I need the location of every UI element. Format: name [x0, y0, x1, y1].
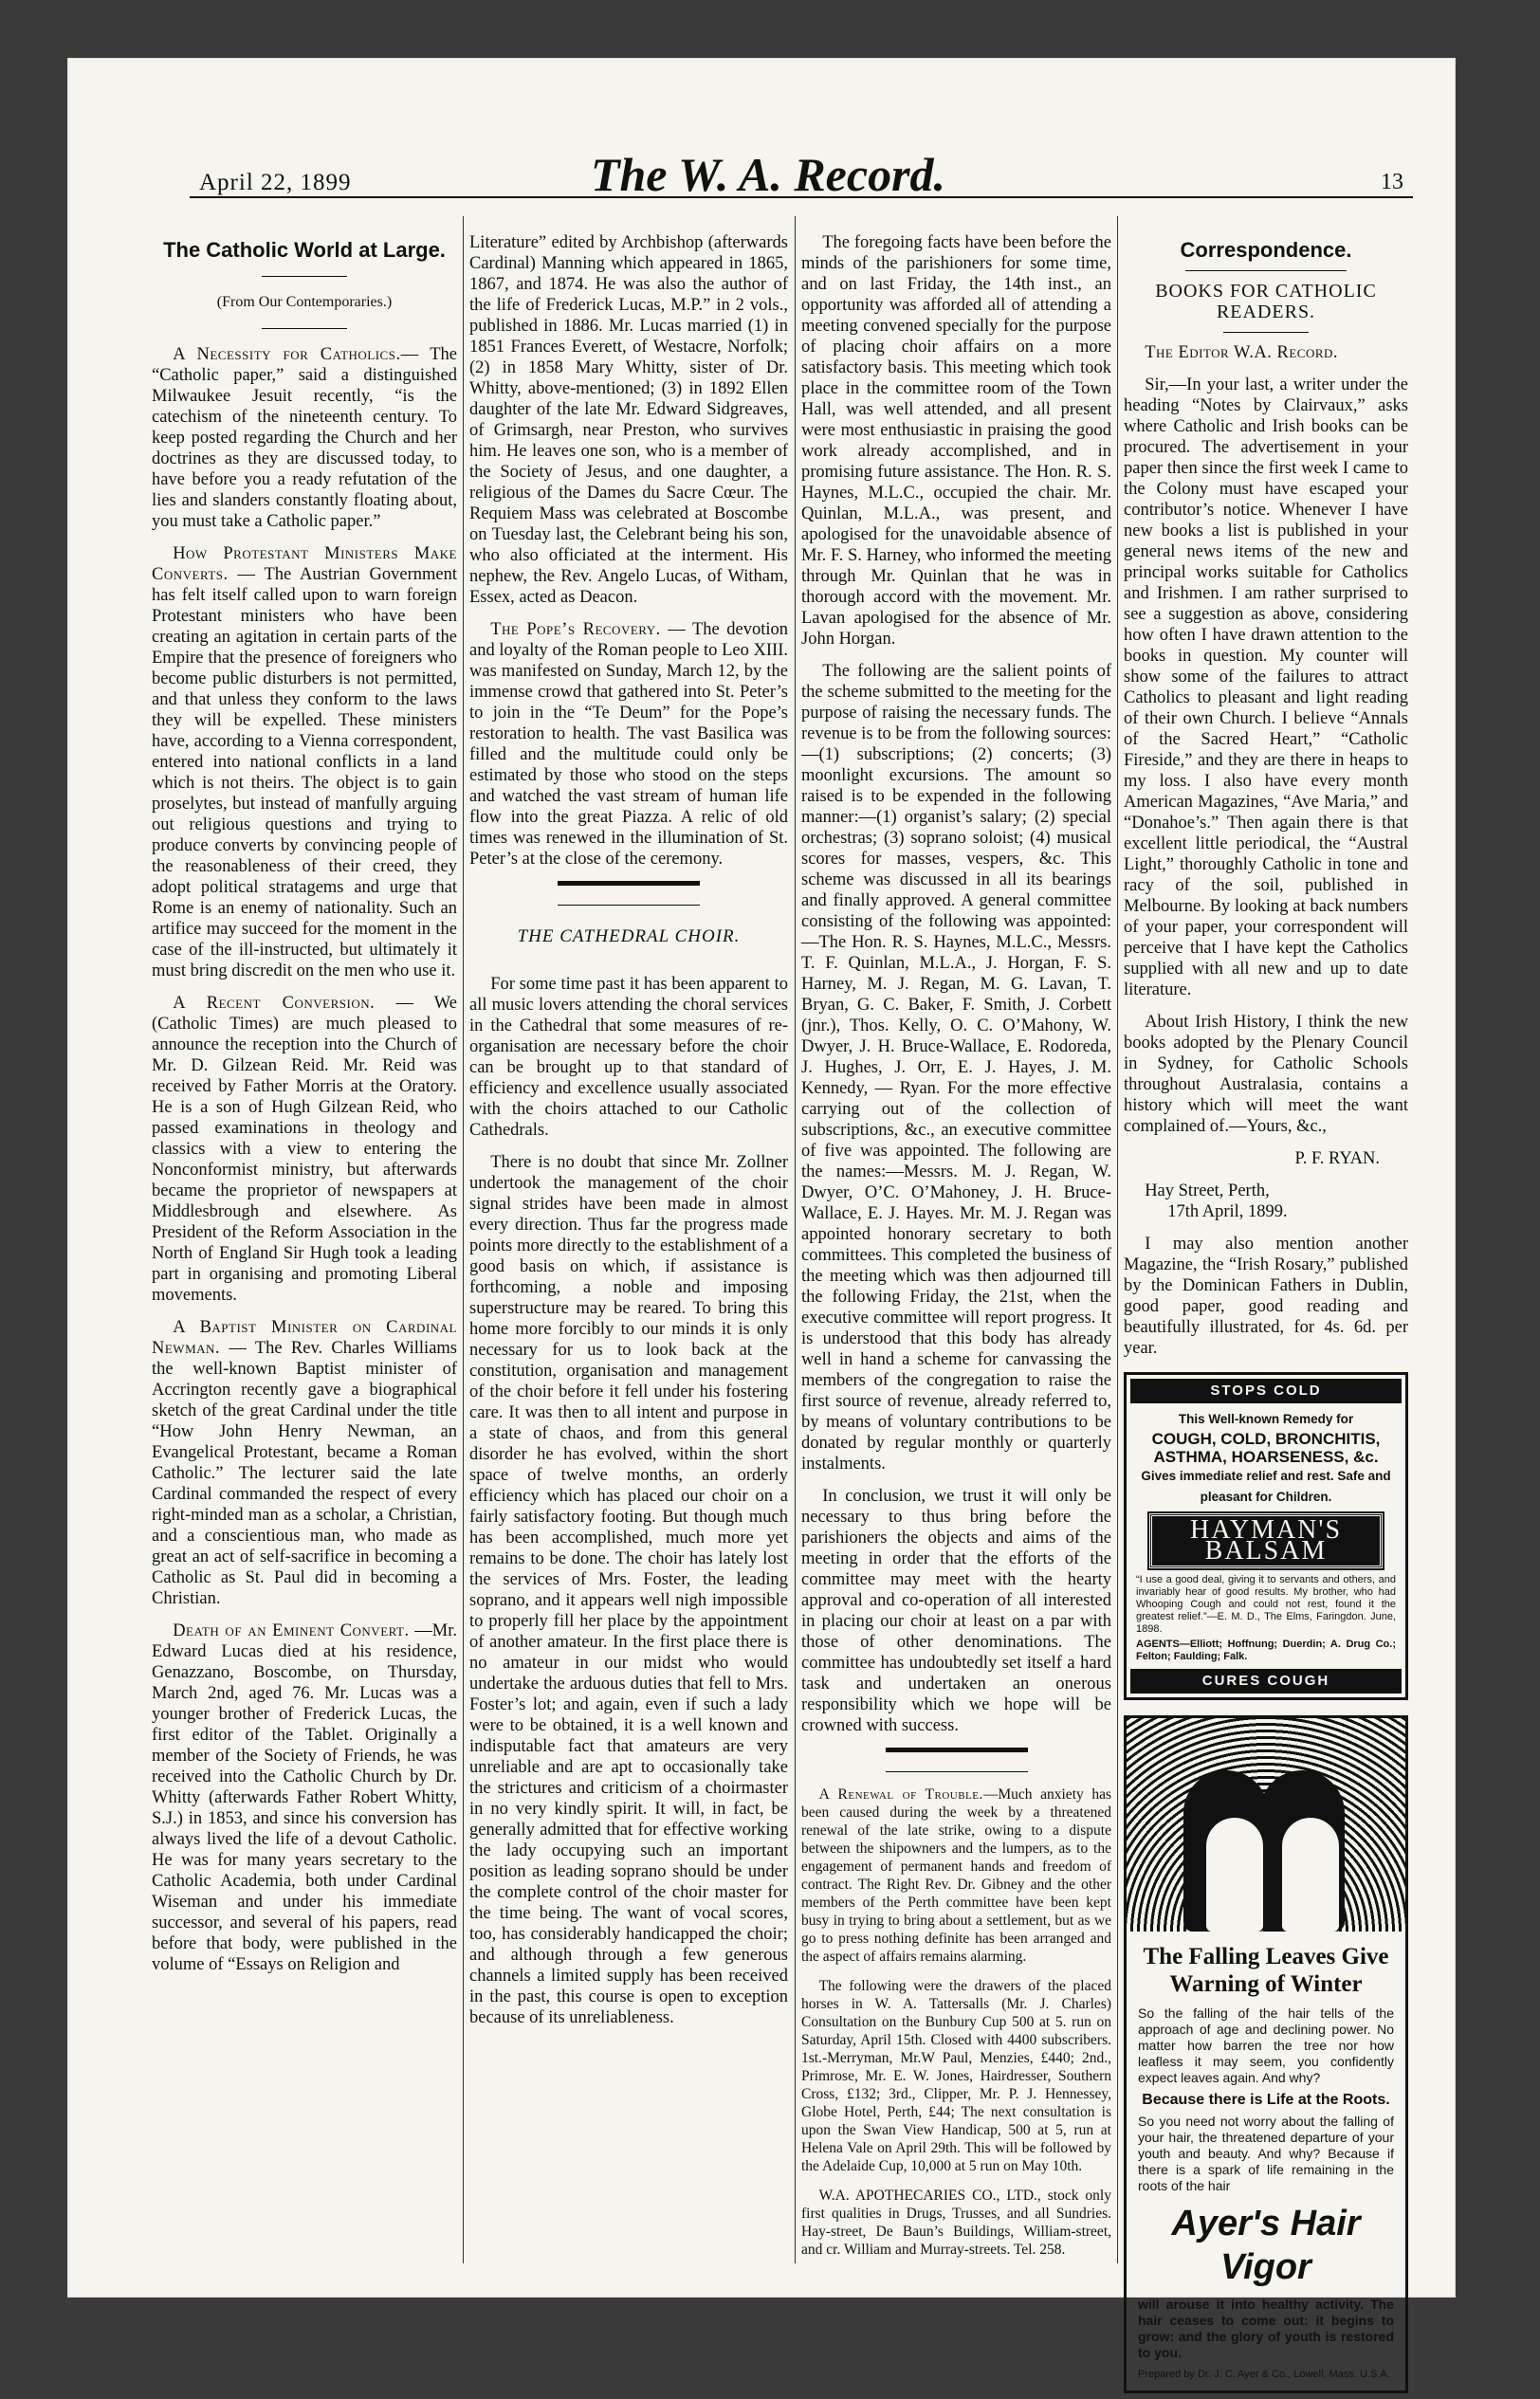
separator-rule [1223, 332, 1309, 333]
letter-paragraph: About Irish History, I think the new books adopted by the Plenary Council in Sydney, for Catholic Schools throughout Australasia, contains a history which will meet the want complained of.—Yours, &c., [1124, 1013, 1408, 1136]
column-divider [795, 216, 796, 2263]
article-heading: The Pope’s Recovery. [490, 620, 661, 639]
ad-title: The Falling Leaves Give Warning of Winter [1143, 1944, 1389, 1997]
article-heading: Death of an Eminent Convert. [173, 1621, 410, 1640]
ad-agents: AGENTS—Elliott; Hoffnung; Duerdin; A. Drug Co.; Felton; Faulding; Falk. [1136, 1639, 1396, 1662]
article-text: — We (Catholic Times) are much pleased to announce the reception into the Church of Mr. D. Gilzean Reid. Mr. Reid was received by Father Morris at the Oratory. He is a son of Hugh Gilzean Reid, who passed examinations in theology and classics with a view to entering the Nonconformist ministry, but afterwards became the proprietor of newspapers at Middlesbrough and elsewhere. As President of the Reform Association in the North of England Sir Hugh took a leading part in organising and promoting Liberal movements. [152, 994, 457, 1305]
article-text: — The devotion and loyalty of the Roman people to Leo XIII. was manifested on Sunday, March 12, by the immense crowd that gathered into St. Peter’s to join in the “Te Deum” for the Pope’s restoration to health. The vast Basilica was filled and the multitude could only be estimated by those who stood on the steps and watched the vast stream of human life flow into the great Piazza. A relic of old times was renewed in the illumination of St. Peter’s at the close of the ceremony. [469, 620, 788, 869]
article-heading: A Necessity for Catholics.— [173, 345, 419, 364]
article-paragraph: The foregoing facts have been before the minds of the parishioners for some time, and on last Friday, the 14th inst., an opportunity was afforded all of attending a meeting convened specially for the purpose of placing choir affairs on a more satisfactory basis. This meeting which took place in the committee room of the Town Hall, was well attended, and all present were most enthusiastic in praising the good work already accomplished, and in promising future assistance. The Hon. R. S. Haynes, M.L.C., occupied the chair. Mr. Quinlan, M.L.A., was present, and apologised for the unavoidable absence of Mr. F. S. Harney, who informed the meeting through Mr. Quinlan that he was in thorough accord with the movement. Mr. Lavan apologised for the absence of Mr. John Horgan. [801, 233, 1111, 649]
article-text: The “Catholic paper,” said a distinguished Milwaukee Jesuit recently, “is the catechism of the nineteenth century. To keep posted regarding the Church and her doctrines as they are discussed today, to have before you a ready refutation of the lies and slanders constantly floating about, you must take a Catholic paper.” [152, 345, 457, 531]
ad-text: So the falling of the hair tells of the approach of age and declining power. No matter how barren the tree nor how leafless it may seem, you confidently expect leaves again. And why? [1138, 2005, 1394, 2085]
article-paragraph: There is no doubt that since Mr. Zollner undertook the management of the choir signal strides have been made in almost every direction. Thus far the progress made points more directly to the establishment of a good basis on which, if assistance is forthcoming, a noble and imposing superstructure may be reared. To bring this home more forcibly to our minds it is only necessary for us to look back at the constitution, organisation and management of the choir before it fell under his fostering care. It was then to all intent and purpose in a state of chaos, and from this general disorder he has evolved, within the short space of twelve months, an orderly efficiency which has placed our choir on a fairly satisfactory footing. But though much has been accomplished, much more yet remains to be done. The choir has lately lost the services of Mrs. Foster, the leading soprano, and it appears well nigh impossible to properly fill her place by the appointment of another amateur. In the first place there is no amateur in our midst who would undertake the arduous duties that fell to Mrs. Foster’s lot; and again, even if such a lady were to be obtained, it is a well known and indisputable fact that amateurs are very unreliable and are apt to occasionally take the strictures and criticism of a choirmaster in no very kindly spirit. It will, in fact, be generally admitted that for effective working the lady occupying such an important position as leading soprano should be under the complete control of the choir master for the time being. The want of vocal scores, too, has considerably handicapped the choir; and although through a few generous channels a limited supply has been received in the past, this course is open to exception because of its unreliableness. [469, 1153, 788, 2027]
ad-bottom-band: CURES COUGH [1130, 1669, 1402, 1694]
letter-date: 17th April, 1899. [1167, 1202, 1288, 1221]
column-1 [152, 232, 457, 1987]
ad-top-band: STOPS COLD [1130, 1379, 1402, 1403]
article-heading: A Recent Conversion. [173, 994, 376, 1013]
article-paragraph [152, 1317, 457, 1609]
separator-rule [262, 328, 347, 329]
ad-text: This Well-known Remedy for [1178, 1412, 1354, 1426]
article-paragraph: In conclusion, we trust it will only be necessary to thus bring before the parishioners the objects and aims of the meeting in order that the efforts of the committee may meet with the hearty approval and co-operation of all interested in placing our choir at least on a par with those of other denominations. The committee has undoubtedly set itself a hard task and undertaken an onerous responsibility which we hope will be crowned with success. [801, 1487, 1111, 1735]
column-divider [1117, 216, 1118, 2263]
article-paragraph: Literature” edited by Archbishop (afterwards Cardinal) Manning which appeared in 1865, 1867, and 1874. He was also the author of the life of Frederick Lucas, M.P.” in 2 vols., published in 1886. Mr. Lucas married (1) in 1851 Frances Everett, of Westacre, Norfolk; (2) in 1858 Mary Whitty, sister of Dr. Whitty, above-mentioned; (3) in 1892 Ellen daughter of the late Mr. Edward Sidgreaves, of Grimsargh, near Preston, who survives him. He leaves one son, who is a member of the Society of Jesus, and one daughter, a religious of the Dames du Sacre Cœur. The Requiem Mass was celebrated at Boscombe on Tuesday last, the Celebrant being his son, who also officiated at the interment. His nephew, the Rev. Angelo Lucas, of Witham, Essex, acted as Deacon. [469, 233, 788, 607]
letter-address: Hay Street, Perth, [1145, 1181, 1270, 1200]
article-text: — The Austrian Government has felt itself called upon to warn foreign Protestant ministers who have been creating an agitation in certain parts of the Empire that the presence of foreigners who become public disturbers is not permitted, and that unless they conform to the laws they will be expelled. These ministers have, according to a Vienna correspondent, entered into national conflicts in a land which is not theirs. The object is to gain proselytes, but instead of manfully arguing out religious questions and trying to produce converts by convincing people of the reasonableness of their creed, they adopt political stratagems and urge that Rome is an enemy of nationality. Such an artifice may succeed for the moment in the case of the ill-instructed, but ultimately it must bring discredit on the men who use it. [152, 565, 458, 980]
letter-paragraph: Sir,—In your last, a writer under the heading “Notes by Clairvaux,” asks where Catholic and Irish books can be procured. The advertisement in your paper then since the first week I came to the Colony must have escaped your contributor’s notice. Whenever I have new books a list is published in your general news items of the new and principal works suitable for Catholics and Irishmen. I am rather surprised to see a suggestion as above, considering how often I have drawn attention to the books in question. My counter will show some of the failures to attract Catholics to pleasant and light reading of their own Church. I believe “Annals of the Sacred Heart,” “Catholic Fireside,” and they are there in heaps to my loss. I also have every month American Magazines, “Ave Maria,” and “Donahoe’s.” Then again there is that excellent little periodical, the “Austral Light,” thoroughly Catholic in tone and racy of the soil, published in Melbourne. By looking at back numbers of your paper, your correspondent will perceive that I have kept the Catholics supplied with all new and up to date literature. [1124, 375, 1408, 999]
article-paragraph [801, 1786, 1111, 1966]
article-paragraph [152, 1621, 457, 1975]
page-number: 13 [1381, 170, 1403, 194]
ad-body [1127, 1932, 1405, 2390]
face-silhouette [1206, 1818, 1263, 1932]
column-2 [469, 232, 788, 2040]
issue-date: April 22, 1899 [199, 170, 352, 195]
article-heading: A Renewal of Trouble. [818, 1786, 983, 1803]
letter-signature: P. F. RYAN. [1294, 1149, 1380, 1168]
article-text: —Much anxiety has been caused during the week by a threatened renewal of the late strike, owing to a dispute between the shipowners and the lumpers, as to the engagement of permanent hands and freedom of contract. The Right Rev. Dr. Gibney and the other members of the Perth committee have been kept busy in trying to bring about a settlement, but as we go to press nothing definite has been arranged and the aspect of affairs remains alarming. [801, 1786, 1111, 1965]
ad-text: Because there is Life at the Roots. [1142, 2092, 1390, 2108]
masthead: The W. A. Record. [590, 148, 946, 201]
article-paragraph [469, 619, 788, 870]
ad-brand: Ayer's Hair Vigor [1171, 2204, 1361, 2287]
article-paragraph [152, 993, 457, 1306]
column-3 [801, 232, 1111, 2270]
ad-text: So you need not worry about the falling of your hair, the threatened departure of your youth and beauty. And why? Because if there is a spark of life remaining in the roots of the hair [1138, 2114, 1394, 2193]
ad-brand: HAYMAN'S BALSAM [1149, 1513, 1383, 1568]
article-paragraph [152, 543, 457, 981]
ad-illustration [1127, 1718, 1405, 1932]
ad-footer: Prepared by Dr. J. C. Ayer & Co., Lowell, Mass. U.S.A. [1138, 2369, 1390, 2380]
article-text: — The Rev. Charles Williams the well-known Baptist minister of Accrington recently gave a biographical sketch of the great Cardinal under the title “How John Henry Newman, an Evangelical Protestant, became a Roman Catholic.” The lecturer said the late Cardinal commanded the respect of every right-minded man as a scholar, a Christian, and a conscientious man, who made as great an act of self-sacrifice in becoming a Catholic as St. Paul did in becoming a Christian. [152, 1339, 457, 1608]
section-title: Correspondence. [1180, 238, 1352, 262]
letter-salutation: The Editor W.A. Record. [1145, 343, 1339, 362]
ad-text: COUGH, COLD, BRONCHITIS, ASTHMA, HOARSENESS, &c. [1151, 1430, 1381, 1466]
column-divider [463, 216, 464, 2263]
ayers-hair-vigor-advertisement [1124, 1715, 1408, 2393]
face-silhouette [1282, 1818, 1339, 1932]
haymans-balsam-advertisement [1124, 1372, 1408, 1700]
column-4 [1124, 232, 1408, 2399]
ornament-rule [558, 881, 700, 906]
article-paragraph [152, 344, 457, 532]
article-heading: How Protestant Ministers Make Converts. [152, 544, 457, 584]
article-title: THE CATHEDRAL CHOIR. [517, 926, 741, 946]
ad-text: will arouse it into healthy activity. The hair ceases to come out: it begins to grow: and the glory of youth is restored to you. [1138, 2297, 1394, 2360]
section-title: The Catholic World at Large. [163, 238, 446, 262]
letter-paragraph: I may also mention another Magazine, the “Irish Rosary,” published by the Dominican Fathers in Dublin, good paper, good reading and beautifully illustrated, for 4s. 6d. per year. [1124, 1235, 1408, 1358]
article-paragraph: The following were the drawers of the placed horses in W. A. Tattersalls (Mr. J. Charles) Consultation on the Bunbury Cup 500 at 5. run on Saturday, April 15th. Closed with 4400 subscribers. 1st.-Merryman, Mr.W Paul, Menzies, £440; 2nd., Primrose, Mr. E. W. Jones, Hairdresser, Southern Cross, £132; 3rd., Clipper, Mr. P. J. Hennessey, Globe Hotel, Perth, £44; The next consultation is upon the Swan View Handicap, 500 at 5, run at Helena Vale on April 29th. This will be followed by the Adelaide Cup, 10,000 at 5 run on May 10th. [801, 1978, 1111, 2174]
ad-testimonial: “I use a good deal, giving it to servants and others, and invariably hear of good results. My brother, who had Whooping Cough and could not rest, found it the greatest relief.”—E. M. D., The Elms, Faringdon. June, 1898. [1136, 1574, 1396, 1635]
article-text: —Mr. Edward Lucas died at his residence, Genazzano, Boscombe, on Thursday, March 2nd, aged 76. Mr. Lucas was a younger brother of Frederick Lucas, the first editor of the Tablet. Originally a member of the Society of Friends, he was received into the Catholic Church by Dr. Whitty (afterwards Father Robert Whitty, S.J.) in 1853, and since his conversion has always lived the life of a devout Catholic. He was for many years secretary to the Catholic Academia, both under Cardinal Wiseman and under his immediate successor, and several of his papers, read before that body, were published in the volume of “Essays on Religion and [152, 1621, 457, 1974]
ornament-rule [886, 1748, 1028, 1772]
advertisement-text: W.A. APOTHECARIES CO., LTD., stock only first qualities in Drugs, Trusses, and all Sundries. Hay-street, De Baun’s Buildings, William-street, and cr. William and Murray-streets. Tel. 258. [801, 2188, 1111, 2258]
header-rule [190, 196, 1413, 198]
article-paragraph: For some time past it has been apparent to all music lovers attending the choral services in the Cathedral that some measures of re-organisation are necessary before the choir can be brought up to that standard of efficiency and excellence usually associated with the choirs attached to our Catholic Cathedrals. [469, 975, 788, 1140]
separator-rule [262, 276, 347, 277]
source-note: (From Our Contemporaries.) [216, 294, 393, 310]
article-paragraph: The following are the salient points of the scheme submitted to the meeting for the purpose of raising the necessary funds. The revenue is to be from the following sources:—(1) subscriptions; (2) concerts; (3) moonlight excursions. The amount so raised is to be expended in the following manner:—(1) organist’s salary; (2) special orchestras; (3) soprano soloist; (4) musical scores for masses, vespers, &c. This scheme was discussed in all its bearings and finally approved. A general committee consisting of the following was appointed:—The Hon. R. S. Haynes, M.L.C., Messrs. T. F. Quinlan, M.L.A., J. Horgan, F. S. Harney, M. J. Regan, M. G. Lavan, T. Bryan, G. C. Baker, F. Smith, J. Corbett (jnr.), Thos. Kelly, O. C. O’Mahony, W. Dwyer, J. H. Bruce-Wallace, E. Rodoreda, J. Hughes, J. Orr, E. J. Hayes, J. M. Kennedy, — Ryan. For the more effective carrying out of the collection of subscriptions, &c., an executive committee of five was appointed. The following are the names:—Messrs. M. J. Regan, W. Dwyer, O’C. O’Mahoney, J. H. Bruce-Wallace, E. J. Hayes. Mr. M. J. Regan was appointed honorary secretary to both committees. This completed the business of the meeting which was then adjourned till the following Friday, the 21st, when the executive committee will report progress. It is understood that this body has already well in hand a scheme for canvassing the members of the congregation to raise the first source of revenue, already referred to, by means of voluntary contributions to be donated by regular monthly or quarterly instalments. [801, 662, 1111, 1474]
letter-title: BOOKS FOR CATHOLIC READERS. [1155, 281, 1377, 322]
separator-rule [1185, 270, 1347, 271]
ad-text: Gives immediate relief and rest. Safe and pleasant for Children. [1141, 1469, 1391, 1504]
page-header [133, 147, 1403, 201]
article-heading: A Baptist Minister on Cardinal Newman. [152, 1318, 457, 1358]
